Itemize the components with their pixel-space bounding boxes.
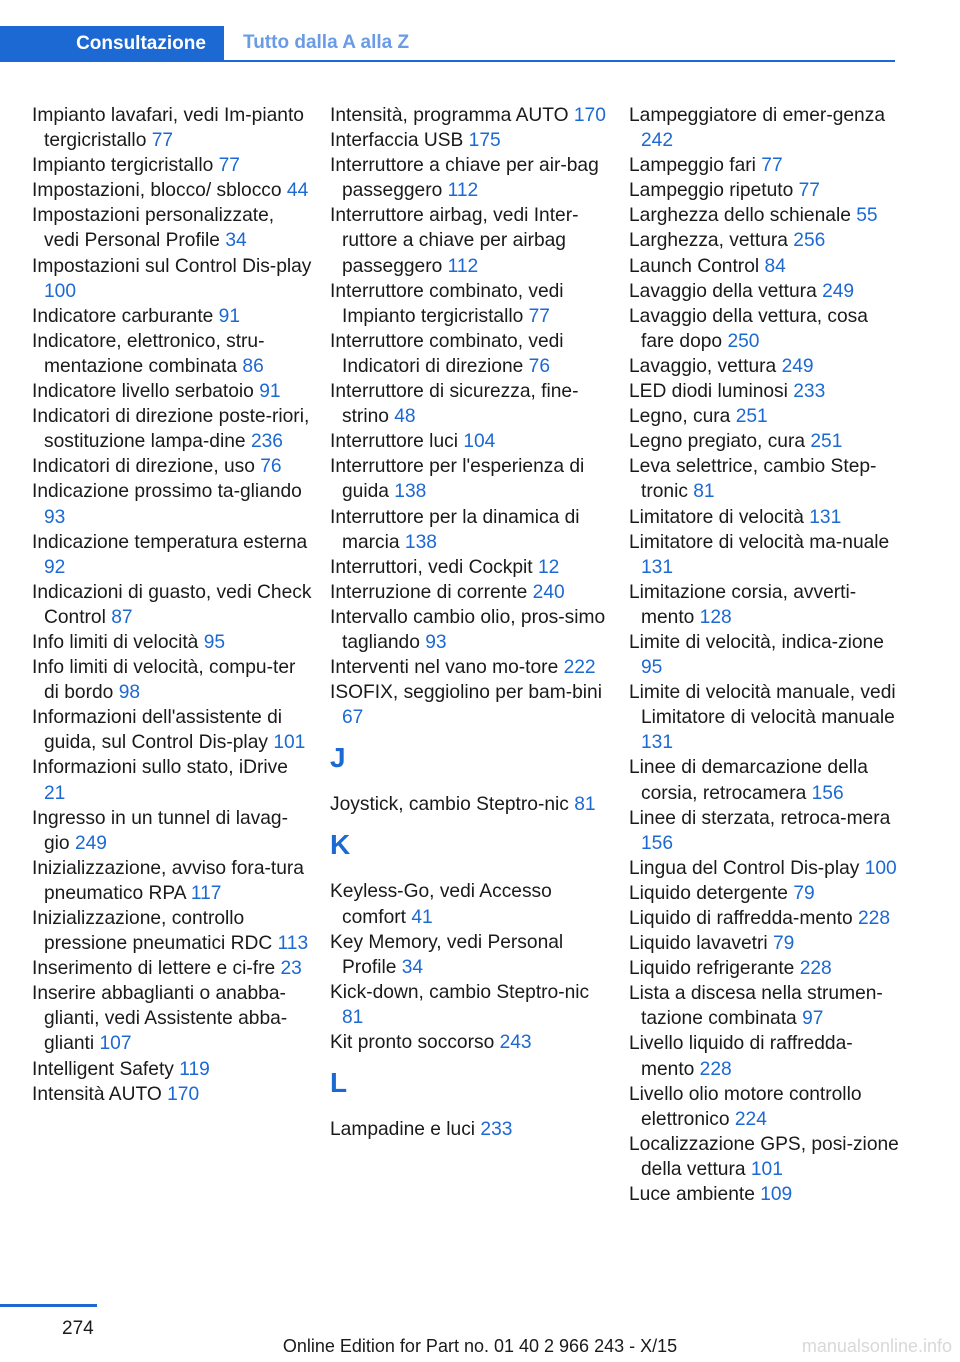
index-page-link[interactable]: 92 (44, 556, 66, 578)
index-entry-text: Larghezza dello schienale (629, 205, 851, 227)
index-page-link[interactable]: 104 (463, 431, 496, 453)
index-entry-text: Linee di sterzata, retroca-mera (629, 807, 891, 829)
index-entry (330, 555, 610, 580)
index-entry (629, 1132, 901, 1182)
index-entry (629, 906, 901, 931)
index-entry (32, 580, 312, 630)
index-entry-text: Info limiti di velocità (32, 631, 199, 653)
index-page-link[interactable]: 156 (641, 832, 674, 854)
index-entry (629, 429, 901, 454)
index-page-link[interactable]: 170 (167, 1083, 200, 1105)
index-entry (629, 680, 901, 755)
index-entry (629, 379, 901, 404)
index-letter-heading: K (330, 829, 351, 861)
index-page-link[interactable]: 222 (563, 657, 596, 679)
index-entry-text: Interruttore a chiave per air-bag passeggero (330, 155, 599, 202)
index-page-link[interactable]: 256 (793, 230, 826, 252)
index-entry-text: Lampeggio ripetuto (629, 180, 794, 202)
index-entry (629, 806, 901, 856)
index-page-link[interactable]: 236 (250, 431, 283, 453)
index-entry (629, 755, 901, 805)
index-page-link[interactable]: 175 (468, 130, 501, 152)
index-entry (629, 956, 901, 981)
index-page-link[interactable]: 77 (798, 180, 820, 202)
index-entry-text: Liquido di raffredda-mento (629, 908, 853, 929)
index-page-link[interactable]: 34 (401, 956, 424, 978)
index-entry (32, 203, 312, 253)
index-page-link[interactable]: 233 (480, 1119, 513, 1141)
index-page-link[interactable]: 243 (499, 1032, 532, 1053)
index-entry (32, 153, 312, 178)
index-page-link[interactable]: 79 (773, 933, 795, 955)
index-page-link[interactable]: 117 (190, 882, 222, 904)
index-entry-text: Kick-down, cambio Steptro-nic (330, 981, 590, 1003)
index-entry (330, 454, 610, 504)
index-entry (32, 304, 312, 329)
index-entry (330, 930, 610, 980)
index-entry-text: Impianto tergicristallo (32, 155, 214, 177)
index-entry-text: Joystick, cambio Steptro-nic (330, 794, 569, 816)
index-entry-text: Lista a discesa nella strumen-tazione combinata (629, 983, 883, 1030)
index-page-link[interactable]: 84 (764, 255, 786, 277)
index-entry-text: Launch Control (629, 255, 760, 277)
index-entry (32, 1057, 312, 1082)
index-letter-heading: J (330, 742, 346, 774)
index-page-link[interactable]: 170 (573, 105, 606, 126)
index-entry-text: Interruttori, vedi Cockpit (330, 556, 533, 578)
index-entry (629, 931, 901, 956)
index-entry (32, 856, 312, 906)
index-page-link[interactable]: 44 (286, 180, 309, 202)
index-page-link[interactable]: 77 (528, 305, 550, 327)
index-page-link[interactable]: 91 (259, 381, 281, 403)
index-page-link[interactable]: 48 (394, 406, 416, 428)
index-page-link[interactable]: 251 (810, 431, 843, 453)
index-entry-text: Indicazioni di guasto, vedi Check Control (32, 581, 312, 628)
index-entry (629, 1031, 901, 1081)
index-entry-text: Inserire abbaglianti o anabba-glianti, vedi Assistente abba-glianti (32, 983, 288, 1055)
index-entry (629, 228, 901, 253)
index-entry-text: Interruzione di corrente (330, 581, 528, 603)
index-entry-text: Indicatore, elettronico, stru-mentazione combinata (32, 330, 265, 377)
index-column-3 (629, 103, 901, 1207)
index-entry-text: Ingresso in un tunnel di lavag-gio (32, 807, 288, 854)
index-entry (330, 329, 610, 379)
index-entry-text: Linee di demarcazione della corsia, retrocamera (629, 757, 868, 804)
index-page-link[interactable]: 228 (799, 958, 832, 980)
breadcrumb[interactable]: Tutto dalla A alla Z (243, 32, 410, 53)
index-entry-text: Indicazione prossimo ta-gliando (32, 481, 302, 503)
index-entry-text: Indicatore carburante (32, 305, 214, 327)
index-page-link[interactable]: 81 (693, 481, 715, 503)
index-page-link[interactable]: 67 (342, 707, 364, 729)
index-entry-text: Lampeggio fari (629, 155, 756, 177)
index-page-link[interactable]: 77 (218, 155, 240, 177)
index-page-link[interactable]: 224 (734, 1108, 767, 1130)
index-page-link[interactable]: 249 (781, 355, 814, 377)
index-page-link[interactable]: 76 (260, 456, 282, 478)
index-entry-text: Informazioni sullo stato, iDrive (32, 757, 288, 779)
section-tab-label: Consultazione (76, 33, 206, 54)
index-page-link[interactable]: 79 (793, 882, 815, 904)
index-page-link[interactable]: 100 (44, 280, 77, 302)
index-entry-text: Interruttore per l'esperienza di guida (330, 456, 585, 503)
index-entry (330, 203, 610, 278)
index-entry-text: Keyless-Go, vedi Accesso comfort (330, 881, 552, 928)
index-entry-text: Lavaggio della vettura (629, 280, 817, 302)
index-page-link[interactable]: 55 (856, 205, 878, 227)
index-entry-text: Limite di velocità manuale, vedi Limitatore di velocità manuale (629, 682, 896, 729)
index-entry-text: Indicatori di direzione poste-riori, sostituzione lampa-dine (32, 406, 310, 453)
index-page-link[interactable]: 249 (74, 832, 107, 854)
index-entry (32, 454, 312, 479)
index-entry-text: Inizializzazione, controllo pressione pneumatici RDC (32, 908, 273, 955)
index-entry-text: Luce ambiente (629, 1184, 755, 1206)
index-page-link[interactable]: 91 (218, 305, 241, 327)
index-entry (32, 178, 312, 203)
index-entry (330, 429, 610, 454)
index-entry-text: Interfaccia USB (330, 130, 464, 152)
index-entry-text: Lampadine e luci (330, 1119, 476, 1141)
index-entry-text: Inserimento di lettere e ci-fre (32, 958, 276, 980)
index-page-link[interactable]: 249 (822, 280, 855, 302)
index-page-link[interactable]: 41 (411, 906, 433, 928)
index-entry (330, 605, 610, 655)
index-page-link[interactable]: 100 (864, 857, 897, 879)
index-entry-text: Leva selettrice, cambio Step-tronic (629, 456, 877, 503)
index-page-link[interactable]: 228 (699, 1058, 732, 1080)
index-page-link[interactable]: 109 (760, 1184, 793, 1206)
index-entry (32, 479, 312, 529)
index-entry (32, 404, 312, 454)
index-entry (629, 304, 901, 354)
index-entry-text: Kit pronto soccorso (330, 1032, 495, 1053)
index-page-link[interactable]: 138 (394, 481, 427, 503)
index-entry-text: Liquido refrigerante (629, 958, 795, 980)
index-entry-text: Lingua del Control Dis-play (629, 857, 860, 879)
index-entry-text: Indicatori di direzione, uso (32, 456, 255, 478)
index-entry-text: Liquido lavavetri (629, 933, 768, 955)
index-page-link[interactable]: 119 (179, 1058, 210, 1080)
index-entry (32, 530, 312, 580)
index-page-link[interactable]: 240 (532, 581, 565, 603)
index-entry-text: Indicatore livello serbatoio (32, 381, 254, 403)
index-column-1 (32, 103, 312, 1107)
footer-divider (0, 1304, 97, 1307)
index-entry-text: Interruttore di sicurezza, fine-strino (330, 381, 579, 428)
index-entry (330, 1117, 610, 1142)
index-entry (629, 505, 901, 530)
index-entry-text: Interruttore airbag, vedi Inter-ruttore a chiave per airbag passeggero (330, 205, 579, 277)
index-entry (629, 1082, 901, 1132)
index-page-link[interactable]: 242 (641, 130, 674, 152)
index-entry-text: Lampeggiatore di emer-genza (629, 105, 885, 126)
index-page-link[interactable]: 97 (802, 1008, 824, 1030)
index-entry (330, 680, 610, 730)
index-page-link[interactable]: 107 (99, 1033, 132, 1055)
index-entry (330, 379, 610, 429)
index-entry-text: Interruttore combinato, vedi Impianto tergicristallo (330, 280, 564, 327)
index-entry (32, 981, 312, 1056)
index-page-link[interactable]: 77 (761, 155, 783, 177)
index-entry (330, 792, 610, 817)
index-entry (629, 1182, 901, 1207)
index-entry (32, 906, 312, 956)
index-entry-text: Informazioni dell'assistente di guida, sul Control Dis-play (32, 707, 283, 754)
index-entry (32, 655, 312, 705)
index-entry (32, 329, 312, 379)
index-entry (32, 705, 312, 755)
index-entry-text: Intensità, programma AUTO (330, 105, 569, 126)
index-entry-text: Limitazione corsia, avverti-mento (629, 581, 857, 628)
index-page-link[interactable]: 87 (111, 606, 133, 628)
index-entry-text: Impostazioni, blocco/ sblocco (32, 180, 282, 202)
index-entry-text: Impostazioni personalizzate, vedi Personal Profile (32, 205, 275, 252)
index-entry-text: Legno pregiato, cura (629, 431, 806, 453)
index-entry (32, 956, 312, 981)
index-page-link[interactable]: 112 (447, 180, 479, 202)
index-page-link[interactable]: 101 (750, 1158, 783, 1180)
index-page-link[interactable]: 138 (404, 531, 437, 553)
index-entry-text: Interruttore combinato, vedi Indicatori di direzione (330, 330, 564, 377)
index-page-link[interactable]: 131 (641, 556, 674, 578)
index-entry (629, 103, 901, 153)
index-entry (330, 128, 610, 153)
index-entry (629, 153, 901, 178)
edition-note: Online Edition for Part no. 01 40 2 966 243 - X/15 (282, 1336, 678, 1356)
index-page-link[interactable]: 98 (118, 682, 141, 704)
index-entry (629, 580, 901, 630)
index-page-link[interactable]: 93 (425, 631, 447, 653)
index-entry (330, 655, 610, 680)
index-entry-text: Liquido detergente (629, 882, 788, 904)
index-page-link[interactable]: 228 (858, 908, 891, 929)
index-entry (629, 354, 901, 379)
index-entry (629, 178, 901, 203)
index-entry-text: Interruttore luci (330, 431, 458, 453)
index-entry-text: Livello liquido di raffredda-mento (629, 1033, 853, 1080)
index-page-link[interactable]: 113 (277, 933, 309, 955)
index-page-link[interactable]: 81 (342, 1006, 364, 1028)
index-entry (32, 379, 312, 404)
index-entry-text: Limitatore di velocità (629, 506, 804, 528)
index-entry (32, 806, 312, 856)
header-bar (0, 26, 895, 62)
index-entry-text: Key Memory, vedi Personal Profile (330, 931, 564, 978)
index-page-link[interactable]: 76 (528, 355, 551, 377)
index-column-2 (330, 103, 610, 1142)
index-entry (330, 980, 610, 1030)
index-entry-text: Limite di velocità, indica-zione (629, 631, 884, 653)
index-entry (330, 279, 610, 329)
index-entry (629, 981, 901, 1031)
index-entry-text: Livello olio motore controllo elettronico (629, 1083, 862, 1130)
index-page-link[interactable]: 95 (641, 657, 663, 679)
index-entry (629, 404, 901, 429)
section-tab[interactable] (0, 26, 224, 62)
index-entry (629, 881, 901, 906)
page-number: 274 (62, 1318, 94, 1339)
index-entry-text: Interventi nel vano mo-tore (330, 657, 559, 679)
index-page-link[interactable]: 131 (641, 732, 674, 754)
index-page-link[interactable]: 95 (203, 631, 226, 653)
index-page-link[interactable]: 34 (225, 230, 247, 252)
index-page-link[interactable]: 21 (44, 782, 66, 804)
index-entry-text: Localizzazione GPS, posi-zione della vettura (629, 1133, 899, 1180)
index-page-link[interactable]: 23 (280, 958, 302, 980)
index-page-link[interactable]: 156 (811, 782, 844, 804)
index-entry-text: Impostazioni sul Control Dis-play (32, 255, 312, 277)
index-entry (330, 153, 610, 203)
index-entry (330, 103, 610, 128)
index-page-link[interactable]: 101 (273, 732, 306, 754)
index-page-link[interactable]: 77 (151, 130, 174, 152)
index-entry (629, 454, 901, 504)
index-entry-text: Intelligent Safety (32, 1058, 174, 1080)
index-entry-text: Interruttore per la dinamica di marcia (330, 506, 580, 553)
index-entry-text: Intensità AUTO (32, 1083, 162, 1105)
index-entry-text: Limitatore di velocità ma-nuale (629, 531, 890, 553)
index-entry (32, 254, 312, 304)
index-page-link[interactable]: 250 (727, 330, 760, 352)
index-entry (32, 755, 312, 805)
index-entry-text: Info limiti di velocità, compu-ter di bordo (32, 657, 296, 704)
index-entry (32, 630, 312, 655)
index-entry-text: Indicazione temperatura esterna (32, 531, 308, 553)
index-page-link[interactable]: 86 (242, 355, 264, 377)
index-entry-text: Lavaggio, vettura (629, 355, 777, 377)
index-entry (32, 1082, 312, 1107)
watermark: manualsonline.info (801, 1336, 952, 1356)
index-entry-text: Intervallo cambio olio, pros-simo tagliando (330, 606, 606, 653)
index-entry-text: Impianto lavafari, vedi Im-pianto tergicristallo (32, 105, 304, 152)
index-entry (32, 103, 312, 153)
index-page-link[interactable]: 81 (574, 794, 596, 816)
index-entry-text: Legno, cura (629, 406, 731, 428)
index-entry (330, 1030, 610, 1055)
index-entry (629, 630, 901, 680)
index-page-link[interactable]: 93 (44, 506, 66, 528)
index-page-link[interactable]: 128 (699, 606, 732, 628)
index-page-link[interactable]: 12 (537, 556, 560, 578)
index-entry-text: Larghezza, vettura (629, 230, 788, 252)
index-entry (629, 254, 901, 279)
index-entry (330, 580, 610, 605)
index-entry (629, 856, 901, 881)
header-divider (224, 60, 895, 62)
index-page-link[interactable]: 251 (735, 406, 768, 428)
index-entry (629, 279, 901, 304)
index-entry-text: ISOFIX, seggiolino per bam-bini (330, 682, 602, 704)
index-entry (330, 505, 610, 555)
index-entry-text: LED diodi luminosi (629, 381, 788, 403)
index-entry-text: Lavaggio della vettura, cosa fare dopo (629, 305, 868, 352)
index-entry (629, 530, 901, 580)
index-letter-heading: L (330, 1067, 348, 1099)
index-page-link[interactable]: 131 (809, 506, 842, 528)
index-entry (629, 203, 901, 228)
index-page-link[interactable]: 112 (447, 255, 479, 277)
index-entry-text: Inizializzazione, avviso fora-tura pneumatico RPA (32, 857, 304, 904)
index-page-link[interactable]: 233 (793, 381, 826, 403)
index-entry (330, 879, 610, 929)
